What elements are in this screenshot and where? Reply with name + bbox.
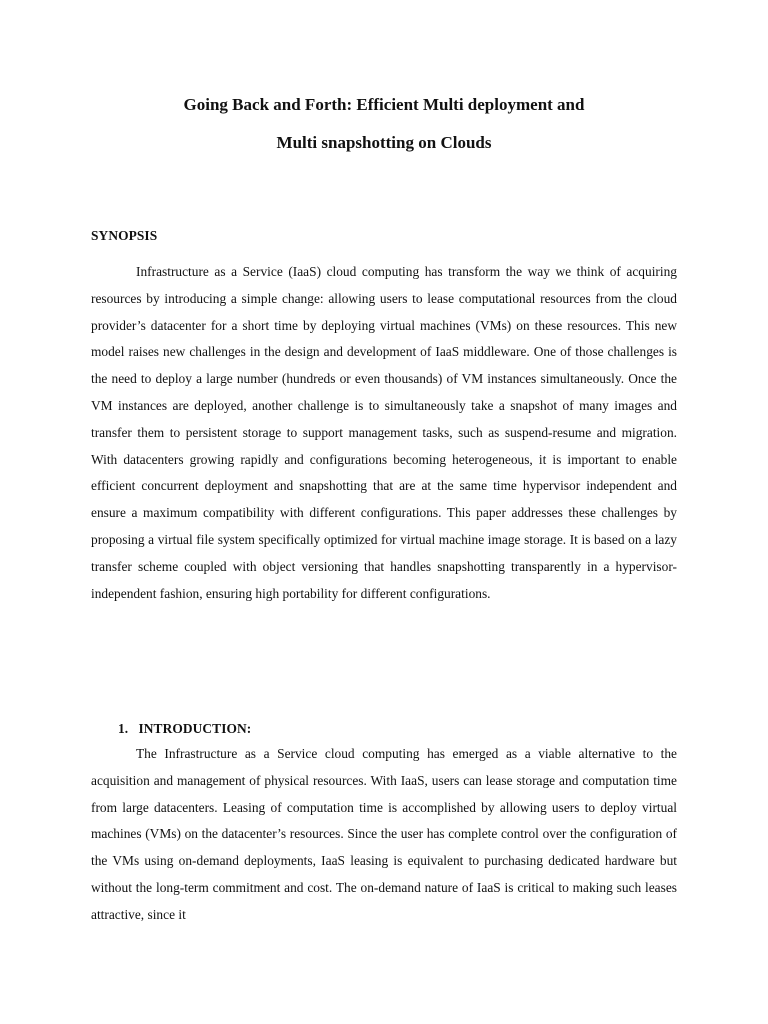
document-title-line-2: Multi snapshotting on Clouds [276,133,492,152]
introduction-heading-text: INTRODUCTION: [138,721,252,736]
synopsis-paragraph: Infrastructure as a Service (IaaS) cloud computing has transform the way we think of acquiring resources by introducing a simple change: allowing users to lease computational resources from the cloud provider’s datacenter for a short time by deploying virtual machines (VMs) on these resources. This new model raises new challenges in the design and development of IaaS middleware. One of those challenges is the need to deploy a large number (hundreds or even thousands) of VM instances simultaneously. Once the VM instances are deployed, another challenge is to simultaneously take a snapshot of many images and transfer them to persistent storage to support management tasks, such as suspend-resume and migration. With datacenters growing rapidly and configurations becoming heterogeneous, it is important to enable efficient concurrent deployment and snapshotting that are at the same time hypervisor independent and ensure a maximum compatibility with different configurations. This paper addresses these challenges by proposing a virtual file system specifically optimized for virtual machine image storage. It is based on a lazy transfer scheme coupled with object versioning that handles snapshotting transparently in a hypervisor-independent fashion, ensuring high portability for different configurations. [91,264,677,601]
introduction-section-number: 1. [118,721,129,736]
synopsis-heading: SYNOPSIS [91,228,158,243]
document-title-line-1: Going Back and Forth: Efficient Multi deployment and [183,95,585,114]
introduction-paragraph: The Infrastructure as a Service cloud computing has emerged as a viable alternative to the acquisition and management of physical resources. With IaaS, users can lease storage and computation time from large datacenters. Leasing of computation time is accomplished by allowing users to deploy virtual machines (VMs) on the datacenter’s resources. Since the user has complete control over the configuration of the VMs using on-demand deployments, IaaS leasing is equivalent to purchasing dedicated hardware but without the long-term commitment and cost. The on-demand nature of IaaS is critical to making such leases attractive, since it [91,746,677,922]
introduction-heading [118,721,251,737]
